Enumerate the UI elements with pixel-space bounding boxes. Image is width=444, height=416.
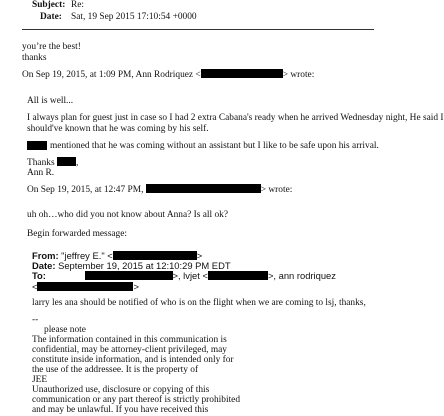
msg4-dashes: -- bbox=[32, 315, 39, 325]
msg4-body: larry les ana should be notified of who is on the flight when we are coming to lsj, thanks, bbox=[32, 298, 366, 308]
redaction-block bbox=[113, 251, 197, 260]
reply-line-1: you’re the best! bbox=[22, 42, 81, 52]
header-divider bbox=[22, 29, 374, 30]
fwd-date-value: September 19, 2015 at 12:10:29 PM EDT bbox=[58, 260, 231, 271]
msg2-para-line-1: I always plan for guest just in case so I had 2 extra Cabana's ready when he arrived Wednesday night, He said I bbox=[27, 113, 444, 123]
quote-intro-1 bbox=[22, 69, 314, 81]
msg2-thanks-suffix: , bbox=[75, 158, 79, 168]
msg3-line-1: uh oh…who did you not know about Anna? Is all ok? bbox=[27, 210, 229, 220]
disclaimer-line: The information contained in this communication is bbox=[32, 335, 227, 345]
msg4-note-title: please note bbox=[44, 325, 86, 335]
date-label: Date: bbox=[40, 12, 62, 22]
disclaimer-line: and may be unlawful. If you have received this bbox=[32, 405, 209, 415]
redaction-block bbox=[201, 69, 283, 78]
fwd-to-mid1: >, lvjet < bbox=[172, 270, 208, 281]
msg2-signature: Ann R. bbox=[27, 168, 55, 178]
fwd-date-label: Date: bbox=[32, 260, 56, 271]
redaction-block bbox=[208, 271, 268, 280]
quote-intro-1-prefix: On Sep 19, 2015, at 1:09 PM, Ann Rodriquez < bbox=[22, 70, 201, 80]
fwd-from-value: "jeffrey E." < bbox=[61, 250, 113, 261]
quote-intro-2-suffix: > wrote: bbox=[260, 185, 293, 195]
redaction-block bbox=[85, 271, 173, 280]
fwd-to-line-2 bbox=[32, 281, 139, 292]
redaction-block bbox=[27, 141, 47, 150]
fwd-to-label: To: bbox=[32, 270, 46, 281]
fwd-to-line bbox=[32, 270, 336, 281]
date-value: Sat, 19 Sep 2015 17:10:54 +0000 bbox=[71, 12, 197, 22]
subject-label: Subject: bbox=[32, 0, 66, 10]
quote-intro-2 bbox=[27, 184, 292, 196]
redaction-block bbox=[146, 184, 261, 193]
redaction-block bbox=[57, 157, 79, 168]
fwd-to-line-2-suffix: > bbox=[133, 281, 139, 292]
redaction-block bbox=[37, 282, 133, 291]
fwd-from-suffix: > bbox=[196, 250, 203, 261]
disclaimer-line: Unauthorized use, disclosure or copying of this bbox=[32, 385, 210, 395]
disclaimer-line: JEE bbox=[32, 375, 48, 385]
disclaimer-line: constitute inside information, and is intended only for bbox=[32, 355, 234, 365]
msg2-line-1: All is well... bbox=[27, 96, 74, 106]
fwd-from-label: From: bbox=[32, 250, 59, 261]
quote-intro-1-suffix: > wrote: bbox=[282, 70, 315, 80]
msg2-para-2: mentioned that he was coming without an assistant but I like to be safe upon his arrival. bbox=[50, 141, 379, 151]
fwd-to-line-2-prefix: < bbox=[32, 281, 38, 292]
fwd-to-mid2: >, ann rodriquez bbox=[267, 270, 336, 281]
subject-value: Re: bbox=[71, 0, 85, 10]
disclaimer-line: communication or any part thereof is strictly prohibited bbox=[32, 395, 241, 405]
disclaimer-line: confidential, may be attorney-client privileged, may bbox=[32, 345, 227, 355]
msg2-thanks-word: Thanks bbox=[27, 158, 55, 168]
quote-intro-2-prefix: On Sep 19, 2015, at 12:47 PM, bbox=[27, 185, 144, 195]
reply-line-2: thanks bbox=[22, 53, 47, 63]
disclaimer-line: the use of the addressee. It is the property of bbox=[32, 365, 199, 375]
msg3-line-2: Begin forwarded message: bbox=[27, 229, 127, 239]
msg2-para-line-2: should've known that he was coming by his self. bbox=[27, 124, 209, 134]
